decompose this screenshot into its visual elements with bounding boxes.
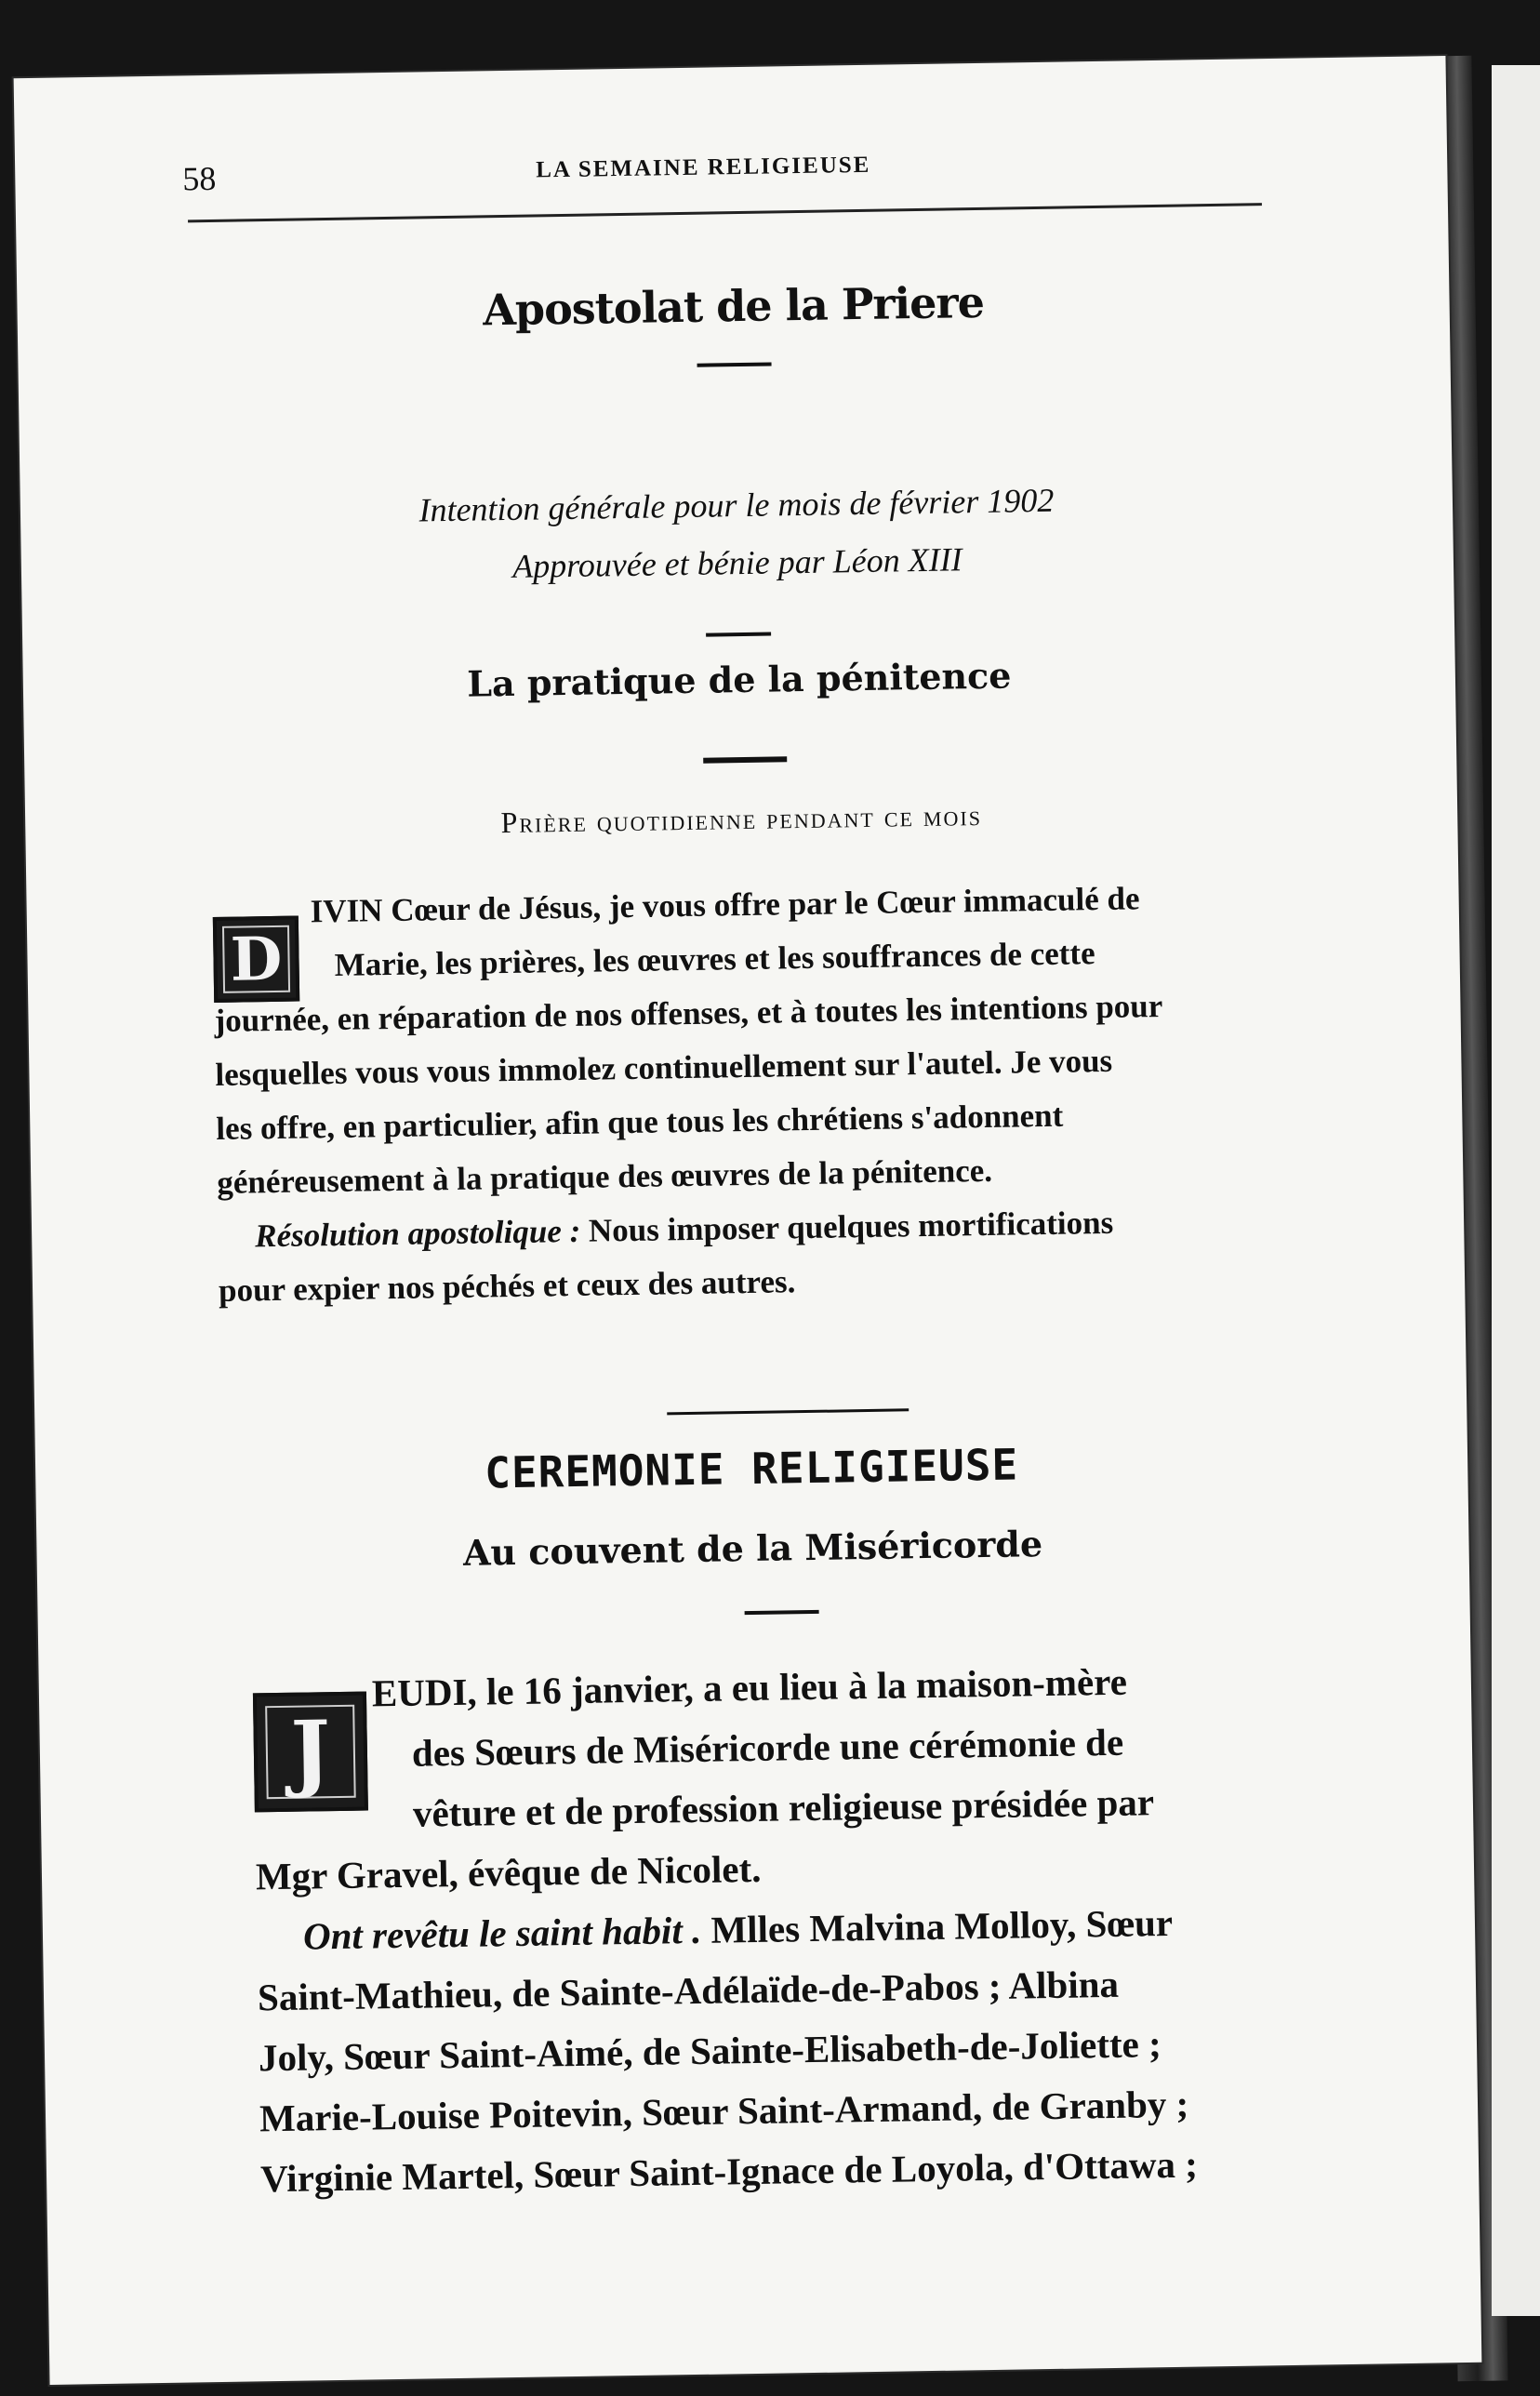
running-title: LA SEMAINE RELIGIEUSE (536, 152, 871, 183)
section2-title: CEREMONIE RELIGIEUSE (484, 1439, 1019, 1498)
page-header (182, 142, 1298, 197)
prayer-heading: Prière quotidienne pendant ce mois (500, 797, 983, 840)
header-rule (188, 203, 1262, 222)
resolution-text: Nous imposer quelques mortifications (588, 1204, 1114, 1249)
text-line: pour expier nos péchés et ceux des autres. (218, 1263, 796, 1309)
text-line: des Sœurs de Miséricorde une cérémonie de (411, 1720, 1124, 1775)
text-line: Virginie Martel, Sœur Saint-Ignace de Loyola, d'Ottawa ; (259, 2142, 1199, 2201)
text-line: Mgr Gravel, évêque de Nicolet. (255, 1846, 762, 1898)
text-line: vêture et de profession religieuse présidée par (412, 1780, 1155, 1835)
prayer-paragraph (212, 869, 1325, 1318)
text-line: IVIN Cœur de Jésus, je vous offre par le Cœur immaculé de (310, 880, 1140, 930)
text-line: les offre, en particulier, afin que tous les chrétiens s'adonnent (216, 1097, 1064, 1147)
document-page (14, 56, 1482, 2385)
text-line: lesquelles vous vous immolez continuellement sur l'autel. Je vous (215, 1042, 1113, 1093)
text-line: journée, en réparation de nos offenses, et à toutes les intentions pour (214, 987, 1163, 1039)
section-divider (667, 1408, 909, 1415)
section-subtitle: La pratique de la pénitence (466, 654, 1012, 705)
divider (745, 1610, 819, 1615)
habit-label: Ont revêtu le saint habit . (302, 1908, 702, 1958)
adjacent-page-edge (1492, 65, 1540, 2316)
text-line: Marie, les prières, les œuvres et les souffrances de cette (334, 935, 1095, 983)
dropcap-letter: J (266, 1705, 356, 1799)
text-line: généreusement à la pratique des œuvres de la pénitence. (216, 1151, 993, 1201)
section2-subtitle: Au couvent de la Miséricorde (462, 1523, 1043, 1574)
resolution-label: Résolution apostolique : (254, 1212, 581, 1255)
divider (697, 362, 772, 366)
section-title: Apostolat de la Priere (482, 276, 985, 336)
dropcap-letter: D (222, 925, 289, 992)
text-line: Marie-Louise Poitevin, Sœur Saint-Armand, de Granby ; (259, 2082, 1189, 2140)
text-line: Joly, Sœur Saint-Aimé, de Sainte-Elisabeth-de-Joliette ; (258, 2022, 1162, 2080)
approval-line: Approuvée et bénie par Léon XIII (511, 540, 962, 585)
text-line: Mlles Malvina Molloy, Sœur (710, 1900, 1174, 1951)
ceremony-paragraph (252, 1648, 1330, 2209)
divider (706, 632, 771, 637)
page-number: 58 (182, 159, 217, 198)
intention-line: Intention générale pour le mois de février 1902 (418, 481, 1055, 529)
text-line: EUDI, le 16 janvier, a eu lieu à la maison-mère (371, 1659, 1128, 1715)
text-line: Saint-Mathieu, de Sainte-Adélaïde-de-Pabos ; Albina (257, 1962, 1120, 2019)
divider (703, 756, 787, 763)
